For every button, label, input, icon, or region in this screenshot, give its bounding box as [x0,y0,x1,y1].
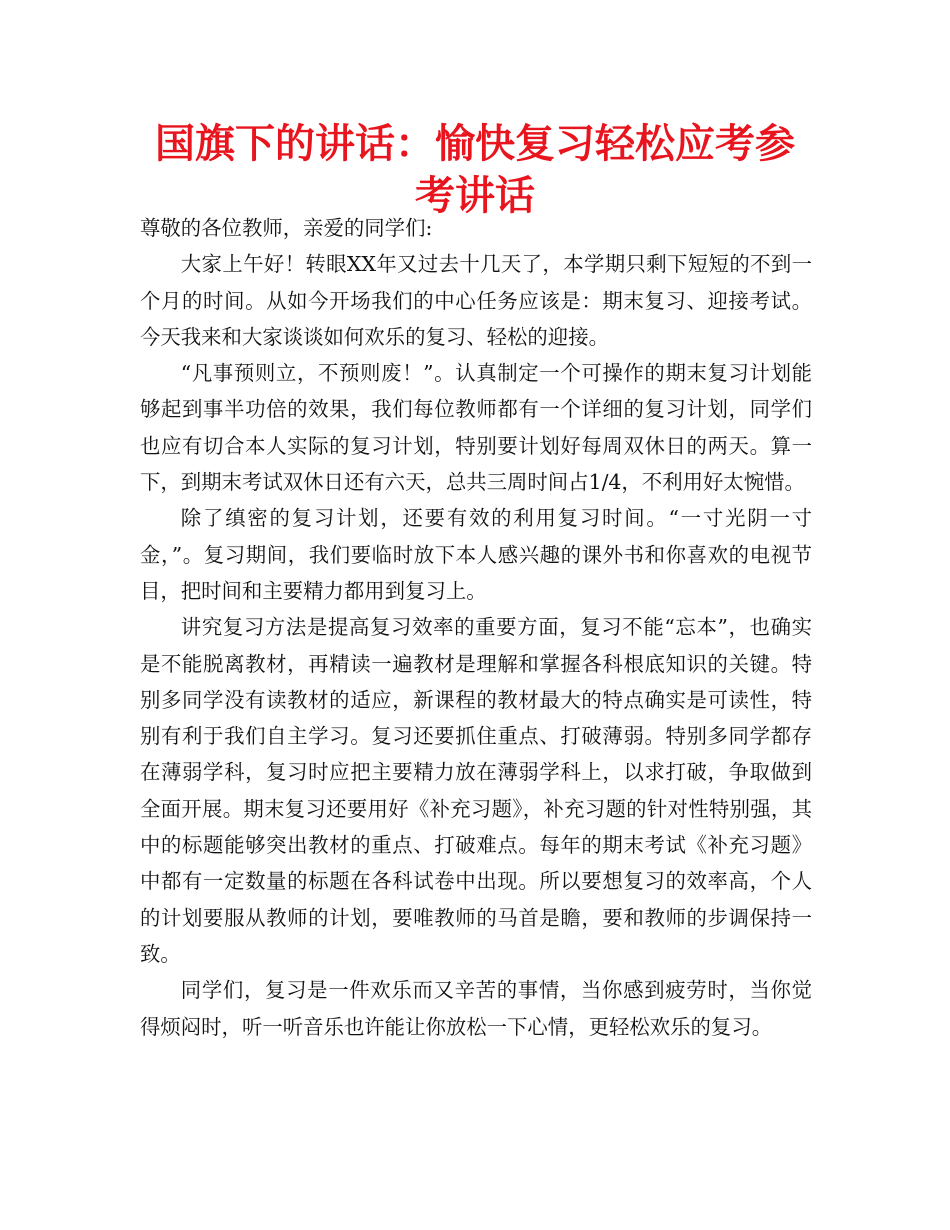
paragraph-2: “凡事预则立，不预则废！”。认真制定一个可操作的期末复习计划能够起到事半功倍的效果，我们每位教师都有一个详细的复习计划，同学们也应有切合本人实际的复习计划，特别要计划好每周双休日的两天。算一下，到期末考试双休日还有六天，总共三周时间占1/4，不利用好太惋惜。 [140,361,812,495]
paragraph-4: 讲究复习方法是提高复习效率的重要方面，复习不能“忘本”，也确实是不能脱离教材，再精读一遍教材是理解和掌握各科根底知识的关键。特别多同学没有读教材的适应，新课程的教材最大的特点确实是可读性，特别有利于我们自主学习。复习还要抓住重点、打破薄弱。特别多同学都存在薄弱学科，复习时应把主要精力放在薄弱学科上，以求打破，争取做到全面开展。期末复习还要用好《补充习题》，补充习题的针对性特别强，其中的标题能够突出教材的重点、打破难点。每年的期末考试《补充习题》中都有一定数量的标题在各科试卷中出现。所以要想复习的效率高，个人的计划要服从教师的计划，要唯教师的马首是瞻，要和教师的步调保持一致。 [140,615,812,966]
document-body [140,210,812,1045]
paragraph-5: 同学们，复习是一件欢乐而又辛苦的事情，当你感到疲劳时，当你觉得烦闷时，听一听音乐也许能让你放松一下心情，更轻松欢乐的复习。 [140,978,812,1039]
paragraph-3: 除了缜密的复习计划，还要有效的利用复习时间。“一寸光阴一寸金，”。复习期间，我们要临时放下本人感兴趣的课外书和你喜欢的电视节目，把时间和主要精力都用到复习上。 [140,506,812,603]
greeting-line: 尊敬的各位教师，亲爱的同学们: [140,216,433,240]
document-title: 国旗下的讲话：愉快复习轻松应考参考讲话 [155,121,795,219]
paragraph-1: 大家上午好！转眼XX年又过去十几天了，本学期只剩下短短的不到一个月的时间。从如今开场我们的中心任务应该是：期末复习、迎接考试。今天我来和大家谈谈如何欢乐的复习、轻松的迎接。 [140,252,812,349]
